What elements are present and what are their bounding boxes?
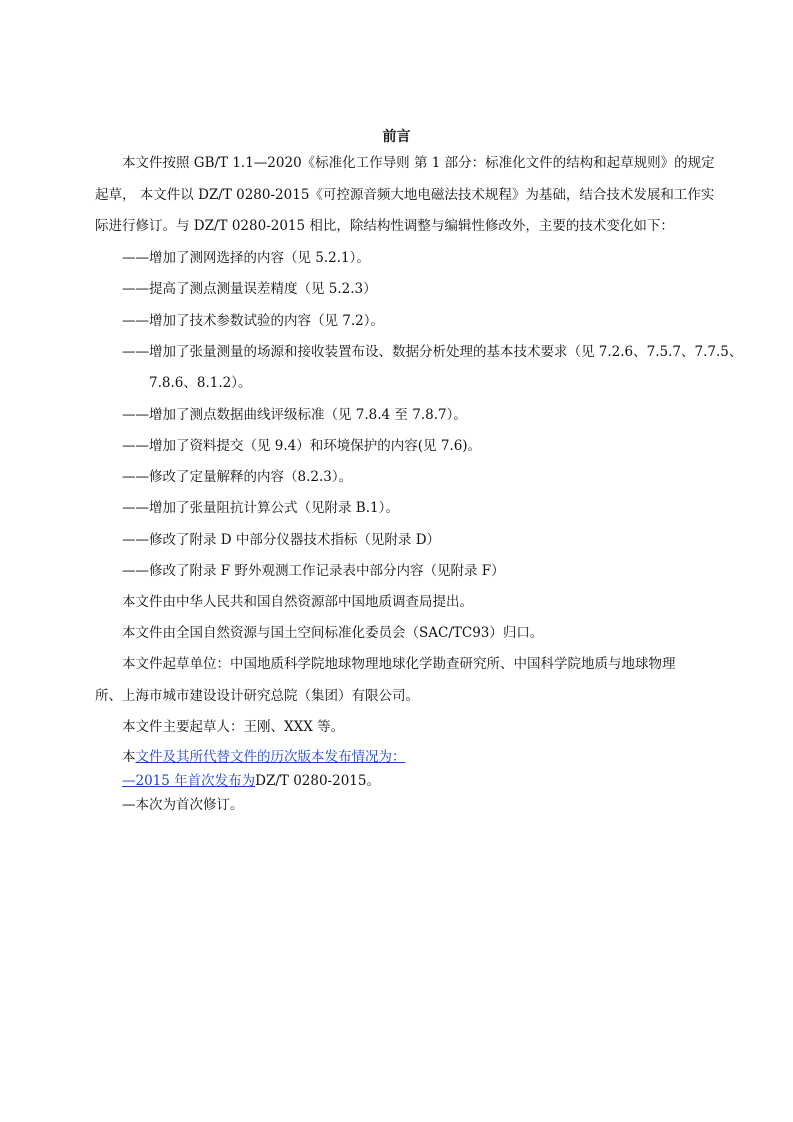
history-line-2 — [122, 771, 380, 791]
change-item: ——增加了测网选择的内容（见 5.2.1）。 — [122, 250, 370, 266]
first-release-code: DZ/T 0280-2015。 — [255, 773, 380, 789]
change-item: ——修改了附录 D 中部分仪器技术指标（见附录 D） — [122, 532, 441, 548]
change-item: ——修改了附录 F 野外观测工作记录表中部分内容（见附录 F） — [122, 563, 505, 579]
change-item: ——增加了技术参数试验的内容（见 7.2）。 — [122, 313, 385, 329]
history-prefix: 本 — [122, 749, 136, 765]
intro-line-3: 际进行修订。与 DZ/T 0280-2015 相比，除结构性调整与编辑性修改外，主要的技术变化如下： — [95, 218, 674, 234]
units-line-1: 本文件起草单位：中国地质科学院地球物理地球化学勘查研究所、中国科学院地质与地球物理 — [122, 656, 676, 672]
change-item: ——增加了张量阻抗计算公式（见附录 B.1）。 — [122, 500, 399, 516]
change-item: ——提高了测点测量误差精度（见 5.2.3） — [122, 281, 377, 297]
history-line-1 — [122, 747, 406, 767]
change-item: ——增加了资料提交（见 9.4）和环境保护的内容(见 7.6)。 — [122, 438, 482, 454]
change-item: ——增加了张量测量的场源和接收装置布设、数据分析处理的基本技术要求（见 7.2.6、7.5.7、7.7.5、 — [122, 344, 743, 360]
proposer-line: 本文件由中华人民共和国自然资源部中国地质调查局提出。 — [122, 594, 473, 610]
authors-line: 本文件主要起草人：王刚、XXX 等。 — [122, 719, 345, 735]
change-item: ——修改了定量解释的内容（8.2.3）。 — [122, 469, 353, 485]
intro-line-1: 本文件按照 GB/T 1.1—2020《标准化工作导则 第 1 部分：标准化文件的结构和起草规则》的规定 — [122, 155, 715, 171]
change-item-continuation: 7.8.6、8.1.2）。 — [149, 375, 252, 391]
history-line-3: —本次为首次修订。 — [122, 797, 244, 813]
page-title: 前言 — [382, 129, 411, 145]
units-line-2: 所、上海市城市建设设计研究总院（集团）有限公司。 — [95, 688, 419, 704]
history-link[interactable]: 文件及其所代替文件的历次版本发布情况为： — [135, 749, 406, 765]
intro-line-2: 起草， 本文件以 DZ/T 0280-2015《可控源音频大地电磁法技术规程》为基础，结合技术发展和工作实 — [95, 187, 715, 203]
first-release-link[interactable]: —2015 年首次发布为 — [122, 773, 256, 789]
committee-line: 本文件由全国自然资源与国土空间标准化委员会（SAC/TC93）归口。 — [122, 625, 544, 641]
change-item: ——增加了测点数据曲线评级标准（见 7.8.4 至 7.8.7）。 — [122, 407, 467, 423]
